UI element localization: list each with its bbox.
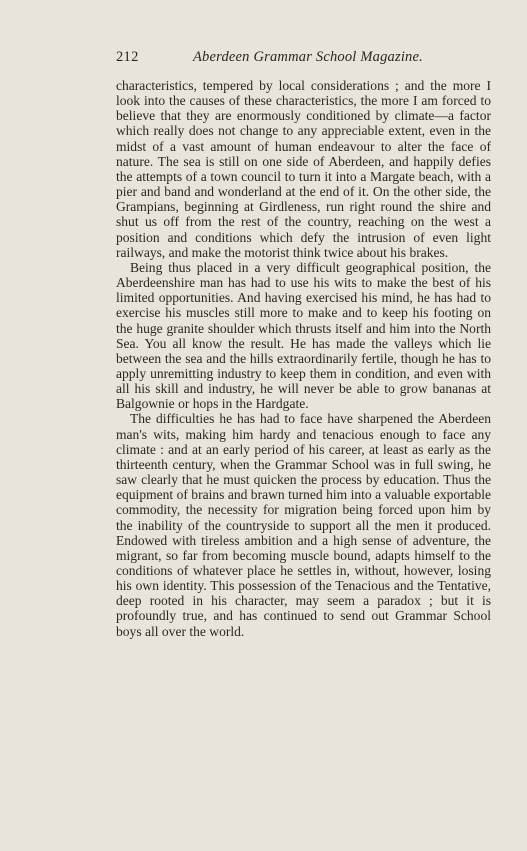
paragraph: characteristics, tempered by local considerations ; and the more I look into the causes of these characteristics, the more I am forced to believe that they are enormously conditioned by climate—a factor which really does not change to any appreciable extent, even in the midst of a vast amount of human endeavour to alter the face of nature. The sea is still on one side of Aberdeen, and happily defies the attempts of a town council to turn it into a Margate beach, with a pier and band and wonderland at the end of it. On the other side, the Grampians, beginning at Girdleness, run right round the shire and shut us off from the rest of the country, reaching on the west a position and conditions which defy the intrusion of even light railways, and make the motorist think twice about his brakes. xyxy=(116,78,491,260)
page-number: 212 xyxy=(116,49,139,65)
page-header xyxy=(116,47,491,67)
running-title: Aberdeen Grammar School Magazine. xyxy=(193,49,423,65)
paragraph: The difficulties he has had to face have sharpened the Aberdeen man's wits, making him hardy and tenacious enough to face any climate : and at an early period of his career, at least as early as the thirteenth century, when the Grammar School was in full swing, he saw clearly that he must quicken the process by education. Thus the equipment of brains and brawn turned him into a valuable exportable commodity, the necessity for migration being forced upon him by the inability of the countryside to support all the men it produced. Endowed with tireless ambition and a high sense of adventure, the migrant, so far from becoming muscle bound, adapts himself to the conditions of whatever place he settles in, without, however, losing his own identity. This possession of the Tenacious and the Tentative, deep rooted in his character, may seem a paradox ; but it is profoundly true, and has continued to send out Grammar School boys all over the world. xyxy=(116,411,491,639)
paragraph: Being thus placed in a very difficult geographical position, the Aberdeenshire man has had to use his wits to make the best of his limited opportunities. And having exercised his mind, he has had to exercise his muscles still more to make and to keep his footing on the huge granite shoulder which thrusts itself and him into the North Sea. You all know the result. He has made the valleys which lie between the sea and the hills extraordinarily fertile, though he has to apply unremitting industry to keep them in condition, and even with all his skill and industry, he will never be able to grow bananas at Balgownie or hops in the Hardgate. xyxy=(116,259,491,412)
body-text xyxy=(116,78,491,639)
